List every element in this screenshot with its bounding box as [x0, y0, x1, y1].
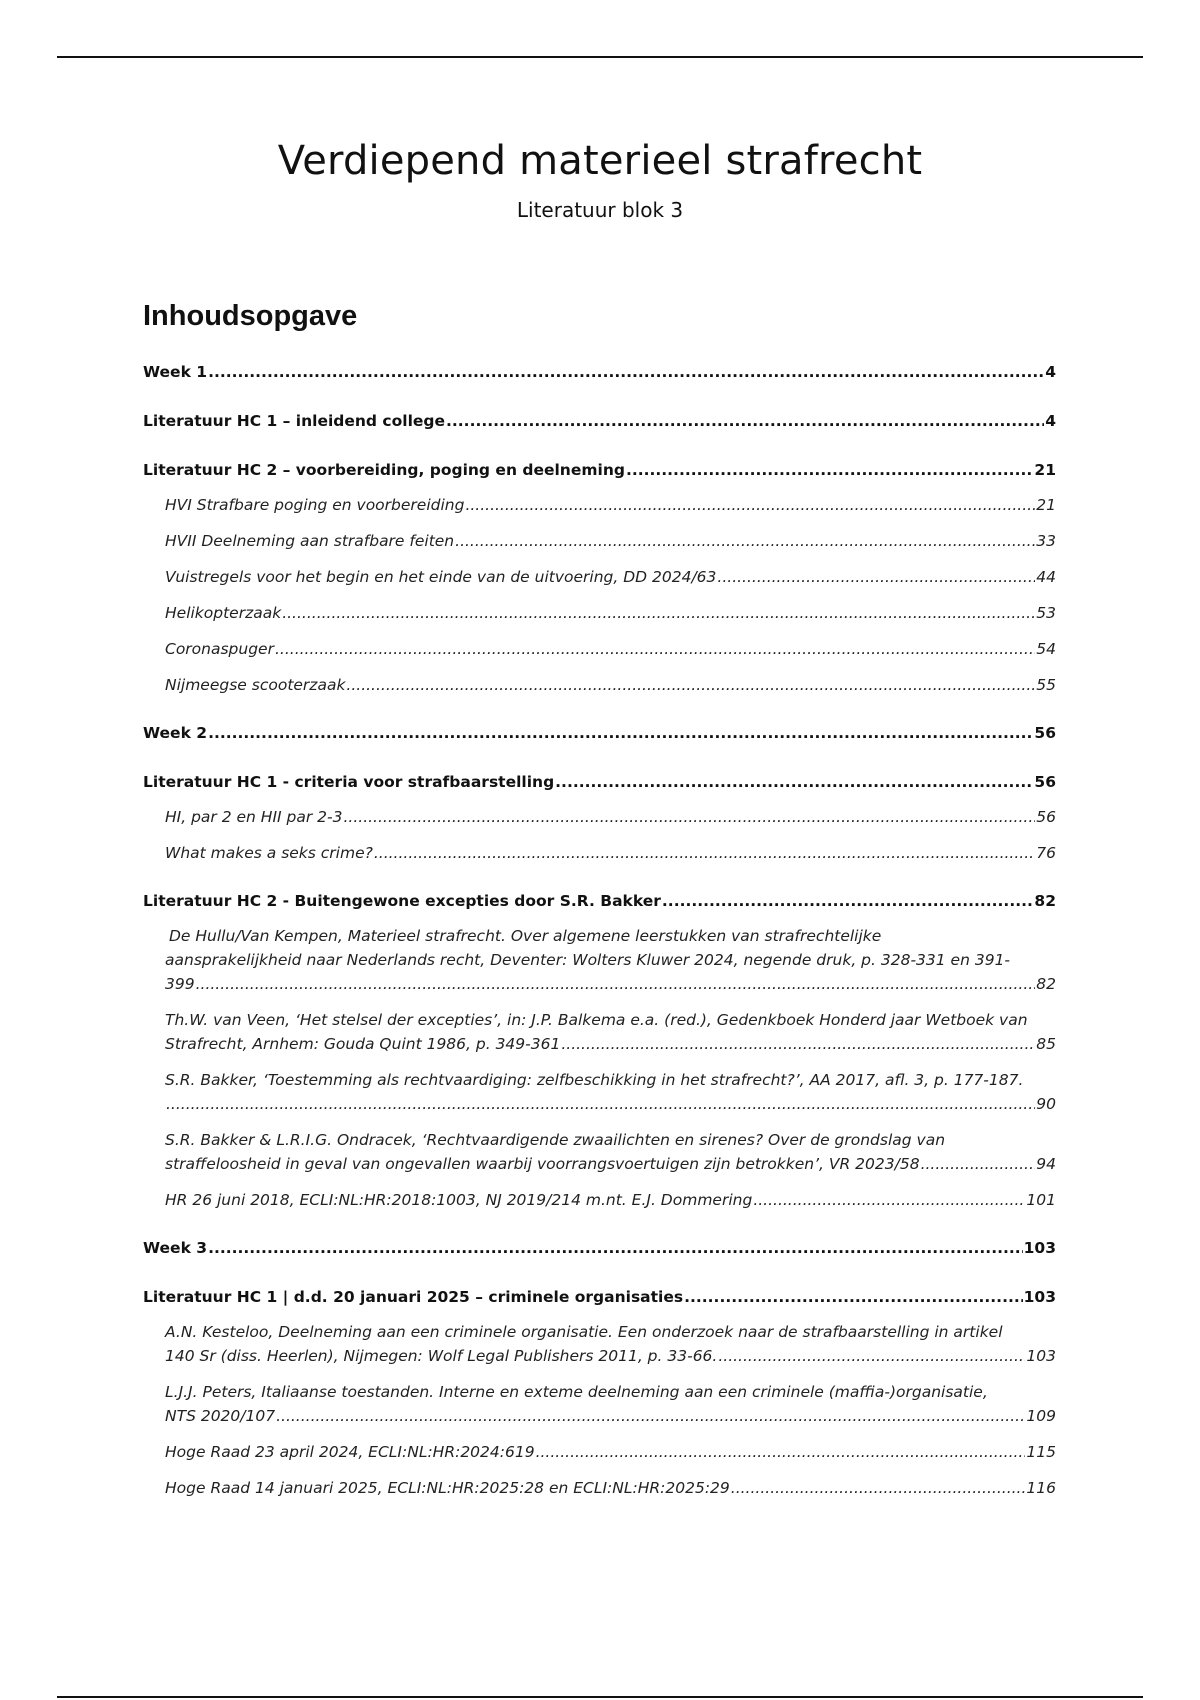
toc-leader-dots — [282, 601, 1035, 625]
toc-subentry[interactable] — [165, 601, 1056, 625]
toc-page-number: 103 — [1023, 1239, 1056, 1257]
toc-page-number: 82 — [1036, 975, 1056, 993]
toc-leader-dots — [662, 889, 1034, 913]
toc-entry-week-2[interactable] — [143, 721, 1056, 745]
toc-page-number: 21 — [1034, 461, 1056, 479]
toc-leader-dots — [208, 721, 1033, 745]
toc-subentry[interactable] — [165, 565, 1056, 589]
toc-page-number: 82 — [1034, 892, 1056, 910]
toc-subentry-multiline[interactable] — [165, 1320, 1056, 1368]
toc-entry-week1-hc1[interactable] — [143, 409, 1056, 433]
header-rule — [57, 56, 1143, 58]
toc-leader-dots — [555, 770, 1033, 794]
toc-page-number: 21 — [1036, 496, 1056, 514]
toc-leader-dots — [465, 493, 1035, 517]
toc-entry-text: Literatuur HC 1 | d.d. 20 januari 2025 – criminele organisaties — [143, 1288, 684, 1306]
toc-page-number: 55 — [1036, 676, 1056, 694]
toc-subentry-multiline[interactable] — [165, 1128, 1056, 1176]
toc-entry-text: Coronaspuger — [165, 640, 274, 658]
toc-entry-text: Literatuur HC 1 – inleidend college — [143, 412, 446, 430]
toc-page-number: 4 — [1045, 363, 1056, 381]
toc-entry-line: NTS 2020/107 — [165, 1407, 276, 1425]
toc-page-number: 103 — [1026, 1347, 1056, 1365]
toc-entry-line: S.R. Bakker & L.R.I.G. Ondracek, ‘Rechtvaardigende zwaailichten en sirenes? Over de grondslag van — [165, 1131, 946, 1149]
toc-leader-dots — [718, 1344, 1025, 1368]
toc-leader-dots — [166, 1092, 1035, 1116]
toc-subentry[interactable] — [165, 1188, 1056, 1212]
toc-leader-dots — [276, 1404, 1025, 1428]
toc-entry-week3-hc1[interactable] — [143, 1285, 1056, 1309]
toc-entry-line: Th.W. van Veen, ‘Het stelsel der excepties’, in: J.P. Balkema e.a. (red.), Gedenkboek Honderd jaar Wetboek van — [165, 1011, 1028, 1029]
toc-entry-line: 399 — [165, 975, 195, 993]
toc-leader-dots — [343, 805, 1035, 829]
toc-leader-dots — [717, 565, 1035, 589]
toc-page-number: 85 — [1036, 1035, 1056, 1053]
document-title: Verdiepend materieel strafrecht — [277, 138, 923, 184]
toc-subentry[interactable] — [165, 805, 1056, 829]
toc-leader-dots — [536, 1440, 1026, 1464]
toc-heading: Inhoudsopgave — [143, 300, 358, 332]
toc-page-number: 115 — [1026, 1443, 1056, 1461]
toc-leader-dots — [731, 1476, 1026, 1500]
toc-entry-text: Nijmeegse scooterzaak — [165, 676, 346, 694]
toc-leader-dots — [374, 841, 1035, 865]
table-of-contents — [143, 360, 1056, 1512]
toc-entry-line: 140 Sr (diss. Heerlen), Nijmegen: Wolf Legal Publishers 2011, p. 33-66. — [165, 1347, 718, 1365]
toc-entry-week-3[interactable] — [143, 1236, 1056, 1260]
toc-leader-dots — [561, 1032, 1035, 1056]
toc-entry-line: straffeloosheid in geval van ongevallen waarbij voorrangsvoertuigen zijn betrokken’, VR 2023/58 — [165, 1155, 920, 1173]
toc-leader-dots — [684, 1285, 1023, 1309]
toc-subentry-multiline[interactable] — [165, 1008, 1056, 1056]
toc-page-number: 116 — [1026, 1479, 1056, 1497]
toc-subentry[interactable] — [165, 1440, 1056, 1464]
toc-entry-line: A.N. Kesteloo, Deelneming aan een criminele organisatie. Een onderzoek naar de strafbaarstelling in artikel — [165, 1323, 1003, 1341]
toc-page-number: 101 — [1026, 1191, 1056, 1209]
toc-entry-text: Literatuur HC 2 - Buitengewone excepties door S.R. Bakker — [143, 892, 661, 910]
toc-leader-dots — [275, 637, 1035, 661]
toc-subentry[interactable] — [165, 673, 1056, 697]
toc-page-number: 44 — [1036, 568, 1056, 586]
toc-entry-line: aansprakelijkheid naar Nederlands recht, Deventer: Wolters Kluwer 2024, negende druk, p. 328-331 en 391- — [165, 951, 1011, 969]
toc-entry-line: Strafrecht, Arnhem: Gouda Quint 1986, p. 349-361 — [165, 1035, 561, 1053]
toc-entry-text: HI, par 2 en HII par 2-3 — [165, 808, 343, 826]
toc-entry-line: S.R. Bakker, ‘Toestemming als rechtvaardiging: zelfbeschikking in het strafrecht?’, AA 2017, afl. 3, p. 177-187. — [165, 1071, 1024, 1089]
toc-page-number: 56 — [1034, 773, 1056, 791]
document-subtitle: Literatuur blok 3 — [516, 198, 684, 222]
toc-entry-text: HVII Deelneming aan strafbare feiten — [165, 532, 455, 550]
toc-subentry[interactable] — [165, 637, 1056, 661]
toc-entry-line: De Hullu/Van Kempen, Materieel strafrecht. Over algemene leerstukken van strafrechtelijke — [169, 927, 882, 945]
footer-rule — [57, 1696, 1143, 1698]
toc-entry-text: Hoge Raad 14 januari 2025, ECLI:NL:HR:2025:28 en ECLI:NL:HR:2025:29 — [165, 1479, 730, 1497]
toc-entry-week2-hc1[interactable] — [143, 770, 1056, 794]
toc-entry-week1-hc2[interactable] — [143, 458, 1056, 482]
toc-page-number: 76 — [1036, 844, 1056, 862]
toc-entry-week2-hc2[interactable] — [143, 889, 1056, 913]
toc-entry-week-1[interactable] — [143, 360, 1056, 384]
toc-entry-text: Literatuur HC 1 - criteria voor strafbaarstelling — [143, 773, 555, 791]
toc-subentry[interactable] — [165, 1476, 1056, 1500]
toc-leader-dots — [753, 1188, 1025, 1212]
toc-entry-text: Week 1 — [143, 363, 208, 381]
toc-page-number: 33 — [1036, 532, 1056, 550]
toc-entry-text: Week 2 — [143, 724, 208, 742]
toc-page-number: 90 — [1036, 1095, 1056, 1113]
toc-page-number: 109 — [1026, 1407, 1056, 1425]
toc-leader-dots — [626, 458, 1033, 482]
toc-subentry[interactable] — [165, 529, 1056, 553]
toc-subentry-multiline[interactable] — [165, 1380, 1056, 1428]
toc-leader-dots — [346, 673, 1035, 697]
toc-page-number: 103 — [1023, 1288, 1056, 1306]
toc-entry-text: Literatuur HC 2 – voorbereiding, poging en deelneming — [143, 461, 625, 479]
toc-entry-text: What makes a seks crime? — [165, 844, 373, 862]
toc-subentry-multiline[interactable] — [165, 1068, 1056, 1116]
toc-page-number: 56 — [1034, 724, 1056, 742]
toc-entry-line: L.J.J. Peters, Italiaanse toestanden. Interne en exteme deelneming aan een criminele (maffia-)organisatie, — [165, 1383, 988, 1401]
toc-entry-text: Week 3 — [143, 1239, 208, 1257]
toc-page-number: 53 — [1036, 604, 1056, 622]
toc-subentry[interactable] — [165, 841, 1056, 865]
toc-page-number: 56 — [1036, 808, 1056, 826]
toc-leader-dots — [455, 529, 1035, 553]
toc-page-number: 54 — [1036, 640, 1056, 658]
toc-page-number: 4 — [1045, 412, 1056, 430]
toc-leader-dots — [208, 1236, 1023, 1260]
toc-subentry[interactable] — [165, 493, 1056, 517]
toc-page-number: 94 — [1036, 1155, 1056, 1173]
toc-leader-dots — [196, 972, 1036, 996]
toc-leader-dots — [208, 360, 1044, 384]
toc-entry-text: Helikopterzaak — [165, 604, 282, 622]
toc-subentry-multiline[interactable] — [165, 924, 1056, 996]
toc-entry-text: HR 26 juni 2018, ECLI:NL:HR:2018:1003, NJ 2019/214 m.nt. E.J. Dommering — [165, 1191, 753, 1209]
toc-leader-dots — [446, 409, 1044, 433]
toc-entry-text: HVI Strafbare poging en voorbereiding — [165, 496, 465, 514]
toc-leader-dots — [921, 1152, 1036, 1176]
toc-entry-text: Vuistregels voor het begin en het einde van de uitvoering, DD 2024/63 — [165, 568, 717, 586]
toc-entry-text: Hoge Raad 23 april 2024, ECLI:NL:HR:2024:619 — [165, 1443, 535, 1461]
